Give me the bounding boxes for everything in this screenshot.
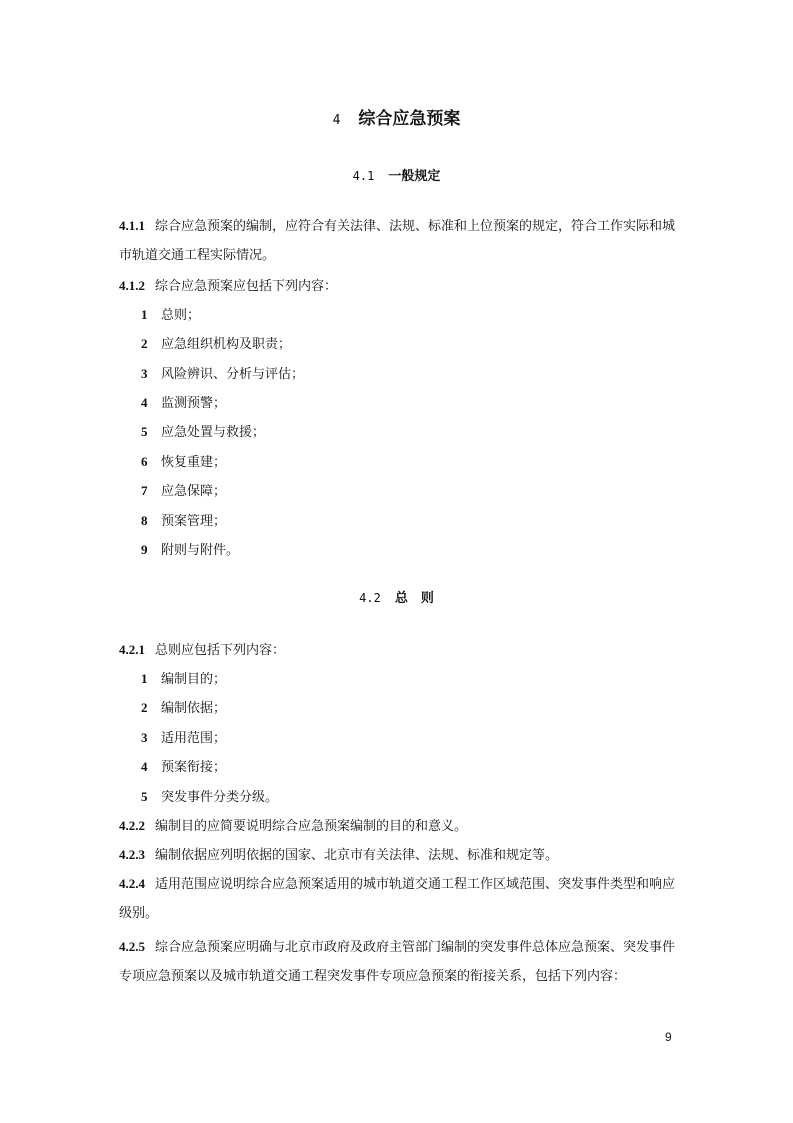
clause-text: 适用范围应说明综合应急预案适用的城市轨道交通工程工作区域范围、突发事件类型和响应级别。 — [119, 877, 676, 921]
clause-4-1-2 — [119, 276, 337, 297]
list-item — [141, 422, 265, 443]
clause-text: 编制依据应列明依据的国家、北京市有关法律、法规、标准和规定等。 — [155, 848, 559, 863]
list-item — [141, 787, 278, 808]
list-item — [141, 540, 239, 561]
item-number: 6 — [141, 454, 148, 469]
list-item — [141, 334, 291, 355]
list-item — [141, 481, 226, 502]
item-number: 7 — [141, 483, 148, 498]
item-number: 3 — [141, 730, 148, 745]
section-heading-4-2 — [0, 587, 793, 606]
clause-number: 4.2.2 — [119, 818, 145, 833]
clause-4-2-3 — [119, 845, 558, 866]
section-number: 4.2 — [359, 591, 381, 605]
list-item — [141, 698, 226, 719]
item-text: 恢复重建； — [161, 455, 227, 470]
clause-text: 综合应急预案应明确与北京市政府及政府主管部门编制的突发事件总体应急预案、突发事件专项应急预案以及城市轨道交通工程突发事件专项应急预案的衔接关系，包括下列内容： — [119, 940, 676, 984]
item-text: 预案衔接； — [161, 760, 227, 775]
item-text: 附则与附件。 — [161, 543, 240, 558]
clause-number: 4.2.4 — [119, 876, 145, 891]
item-text: 应急处置与救援； — [161, 425, 266, 440]
chapter-title: 综合应急预案 — [358, 109, 461, 129]
chapter-number: 4 — [332, 113, 341, 128]
list-item — [141, 305, 200, 326]
item-number: 3 — [141, 366, 148, 381]
section-title: 总 则 — [394, 591, 434, 606]
item-number: 1 — [141, 307, 148, 322]
item-text: 总则； — [161, 308, 201, 323]
chapter-heading — [0, 104, 793, 129]
item-text: 应急保障； — [161, 484, 227, 499]
section-number: 4.1 — [352, 169, 375, 183]
item-text: 编制依据； — [161, 701, 227, 716]
clause-number: 4.2.3 — [119, 847, 145, 862]
clause-number: 4.1.1 — [119, 218, 145, 233]
item-number: 8 — [141, 513, 148, 528]
item-number: 5 — [141, 424, 148, 439]
item-text: 突发事件分类分级。 — [161, 790, 279, 805]
clause-number: 4.2.5 — [119, 939, 145, 954]
item-text: 编制目的； — [161, 672, 227, 687]
item-text: 应急组织机构及职责； — [161, 337, 292, 352]
list-item — [141, 364, 304, 385]
clause-number: 4.2.1 — [119, 642, 145, 657]
clause-text: 编制目的应简要说明综合应急预案编制的目的和意义。 — [155, 819, 468, 834]
clause-4-2-4 — [119, 869, 679, 928]
item-number: 4 — [141, 395, 148, 410]
item-number: 2 — [141, 336, 148, 351]
item-number: 2 — [141, 700, 148, 715]
section-title: 一般规定 — [388, 169, 441, 184]
item-text: 风险辨识、分析与评估； — [161, 367, 305, 382]
section-heading-4-1 — [0, 165, 793, 184]
list-item — [141, 393, 226, 414]
clause-text: 综合应急预案的编制，应符合有关法律、法规、标准和上位预案的规定，符合工作实际和城市轨道交通工程实际情况。 — [119, 219, 676, 263]
clause-number: 4.1.2 — [119, 278, 145, 293]
clause-text: 总则应包括下列内容： — [155, 643, 286, 658]
item-number: 5 — [141, 789, 148, 804]
clause-4-2-5 — [119, 932, 679, 991]
item-number: 4 — [141, 759, 148, 774]
item-text: 监测预警； — [161, 396, 227, 411]
clause-4-2-2 — [119, 816, 467, 837]
list-item — [141, 669, 226, 690]
list-item — [141, 757, 226, 778]
list-item — [141, 511, 226, 532]
clause-4-2-1 — [119, 640, 285, 661]
item-text: 适用范围； — [161, 731, 227, 746]
item-number: 1 — [141, 671, 148, 686]
list-item — [141, 452, 226, 473]
clause-4-1-1 — [119, 211, 679, 270]
item-number: 9 — [141, 542, 148, 557]
item-text: 预案管理； — [161, 514, 227, 529]
page-number: 9 — [665, 1030, 672, 1044]
list-item — [141, 728, 226, 749]
clause-text: 综合应急预案应包括下列内容： — [155, 279, 338, 294]
